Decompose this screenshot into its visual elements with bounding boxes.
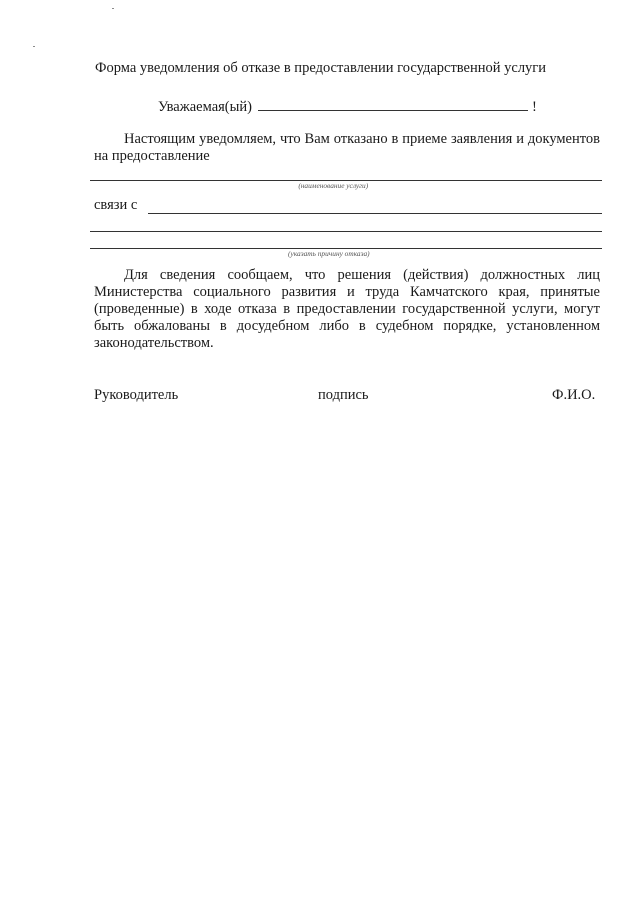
appeal-paragraph [94, 267, 600, 352]
reason-blank-3 [90, 248, 602, 249]
appeal-text: Для сведения сообщаем, что решения (действия) должностных лиц Министерства социального развития и труда Камчатского края, принятые (проведенные) в ходе отказа в предоставлении государственной услуги, могут быть обжалованы в досудебном либо в судебном порядке, установленном законодательством. [94, 267, 600, 351]
signature-label: подпись [318, 387, 369, 403]
scan-speck [33, 46, 35, 47]
reason-blank-1 [148, 213, 602, 214]
full-name-label: Ф.И.О. [552, 387, 596, 403]
reason-hint: (указать причину отказа) [288, 250, 370, 258]
greeting-line [158, 96, 537, 116]
service-name-blank [90, 180, 602, 181]
notice-text: Настоящим уведомляем, что Вам отказано в приеме заявления и документов на предоставление [94, 131, 600, 164]
scan-speck [112, 8, 114, 9]
head-label: Руководитель [94, 387, 179, 403]
document-title: Форма уведомления об отказе в предоставлении государственной услуги [95, 60, 547, 76]
recipient-name-blank [258, 96, 528, 111]
notice-paragraph [94, 131, 600, 165]
svyazi-label: связи с [94, 197, 138, 213]
service-hint: (наименование услуги) [298, 182, 369, 190]
reason-blank-2 [90, 231, 602, 232]
greeting-prefix: Уважаемая(ый) [158, 99, 252, 115]
greeting-suffix: ! [531, 99, 537, 115]
